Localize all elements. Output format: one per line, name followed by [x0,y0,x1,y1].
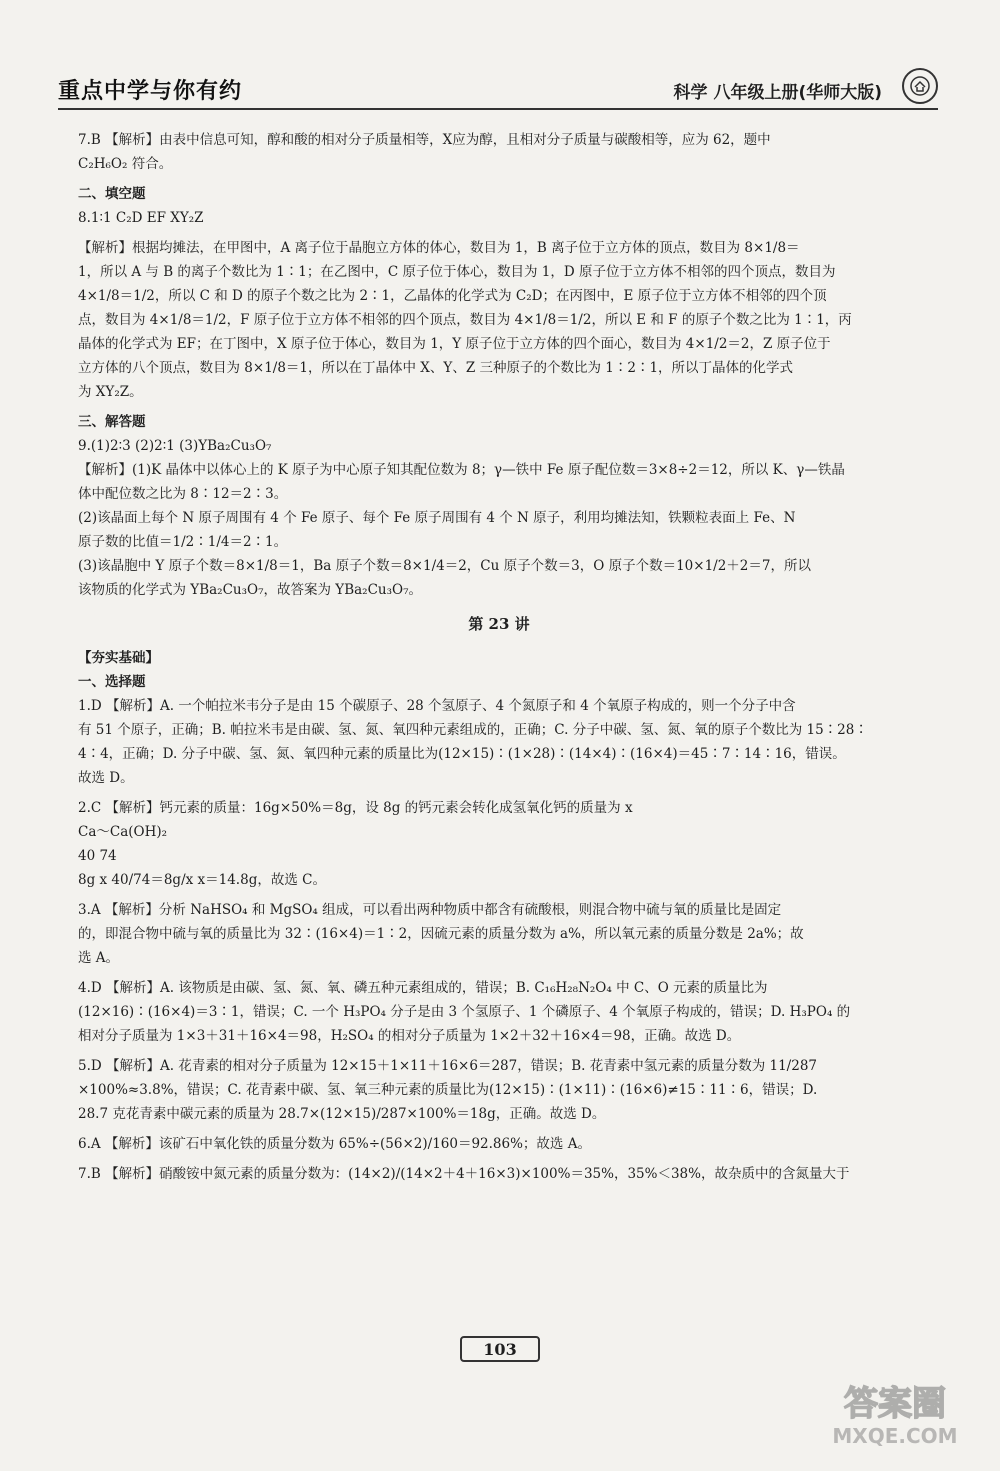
text-line: 原子数的比值＝1/2∶1/4＝2∶1。 [78,534,288,550]
text-line: 8.1∶1 C₂D EF XY₂Z [78,210,204,226]
text-line: Ca～Ca(OH)₂ [78,824,168,840]
text-line: 【解析】根据均摊法，在甲图中，A 离子位于晶胞立方体的体心，数目为 1，B 离子位于立方体的顶点，数目为 8×1/8＝ [78,240,800,256]
text-line: 6.A 【解析】该矿石中氧化铁的质量分数为 65%÷(56×2)/160＝92.86%；故选 A。 [78,1136,591,1152]
text-line: C₂H₆O₂ 符合。 [78,156,173,172]
text-line: 1，所以 A 与 B 的离子个数比为 1∶1；在乙图中，C 原子位于体心，数目为 1，D 原子位于立方体不相邻的四个顶点，数目为 [78,264,836,280]
text-line: 立方体的八个顶点，数目为 8×1/8＝1，所以在丁晶体中 X、Y、Z 三种原子的个数比为 1∶2∶1，所以丁晶体的化学式 [78,360,794,376]
page-number: 103 [460,1336,540,1362]
header-rule [58,108,938,110]
text-line: 【解析】(1)K 晶体中以体心上的 K 原子为中心原子知其配位数为 8；γ—铁中 Fe 原子配位数＝3×8÷2＝12，所以 K、γ—铁晶 [78,462,845,478]
text-line: (3)该晶胞中 Y 原子个数＝8×1/8＝1，Ba 原子个数＝8×1/4＝2，Cu 原子个数＝3，O 原子个数＝10×1/2＋2＝7，所以 [78,558,811,574]
section-heading: 【夯实基础】 [78,650,159,666]
section-heading: 三、解答题 [78,414,146,430]
text-line: ×100%≈3.8%，错误；C. 花青素中碳、氢、氧三种元素的质量比为(12×15)∶(1×11)∶(16×6)≠15∶11∶6，错误；D. [78,1082,818,1098]
text-line: 3.A 【解析】分析 NaHSO₄ 和 MgSO₄ 组成，可以看出两种物质中都含有硫酸根，则混合物中硫与氧的质量比是固定 [78,902,782,918]
text-line: 体中配位数之比为 8∶12＝2∶3。 [78,486,288,502]
answer-content [78,128,920,1186]
text-line: 28.7 克花青素中碳元素的质量为 28.7×(12×15)/287×100%＝18g，正确。故选 D。 [78,1106,606,1122]
text-line: 7.B 【解析】硝酸铵中氮元素的质量分数为：(14×2)/(14×2＋4＋16×3)×100%＝35%，35%＜38%，故杂质中的含氮量大于 [78,1166,850,1182]
subject-title: 科学 八年级上册(华师大版) [673,83,882,103]
text-line: 9.(1)2∶3 (2)2∶1 (3)YBa₂Cu₃O₇ [78,438,272,454]
text-line: 2.C 【解析】钙元素的质量：16g×50%＝8g，设 8g 的钙元素会转化成氢氧化钙的质量为 x [78,800,633,816]
text-line: 5.D 【解析】A. 花青素的相对分子质量为 12×15＋1×11＋16×6＝287，错误；B. 花青素中氢元素的质量分数为 11/287 [78,1058,817,1074]
text-line: 相对分子质量为 1×3＋31＋16×4＝98，H₂SO₄ 的相对分子质量为 1×2＋32＋16×4＝98，正确。故选 D。 [78,1028,741,1044]
text-line: (12×16)∶(16×4)＝3∶1，错误；C. 一个 H₃PO₄ 分子是由 3 个氢原子、1 个磷原子、4 个氧原子构成的，错误；D. H₃PO₄ 的 [78,1004,851,1020]
watermark-text: 答案圈 [844,1384,946,1424]
text-line: 7.B 【解析】由表中信息可知，醇和酸的相对分子质量相等，X应为醇，且相对分子质量与碳酸相等，应为 62，题中 [78,132,771,148]
text-line: 晶体的化学式为 EF；在丁图中，X 原子位于体心，数目为 1，Y 原子位于立方体的四个面心，数目为 4×1/2＝2，Z 原子位于 [78,336,831,352]
school-logo-icon [902,68,938,104]
text-line: 为 XY₂Z。 [78,384,143,400]
text-line: 4×1/8＝1/2，所以 C 和 D 的原子个数之比为 2∶1，乙晶体的化学式为 C₂D；在丙图中，E 原子位于立方体不相邻的四个顶 [78,288,827,304]
brand-title: 重点中学与你有约 [58,79,243,104]
watermark-url: MXQE.COM [832,1424,958,1448]
section-heading: 一、选择题 [78,674,146,690]
text-line: 有 51 个原子，正确；B. 帕拉米韦是由碳、氢、氮、氧四种元素组成的，正确；C. 分子中碳、氢、氮、氧的原子个数比为 15∶28∶ [78,722,868,738]
text-line: 的，即混合物中硫与氧的质量比为 32∶(16×4)＝1∶2，因硫元素的质量分数为 a%，所以氧元素的质量分数是 2a%；故 [78,926,804,942]
text-line: 1.D 【解析】A. 一个帕拉米韦分子是由 15 个碳原子、28 个氢原子、4 个氮原子和 4 个氧原子构成的，则一个分子中含 [78,698,796,714]
section-heading: 二、填空题 [78,186,146,202]
text-line: (2)该晶面上每个 N 原子周围有 4 个 Fe 原子、每个 Fe 原子周围有 4 个 N 原子，利用均摊法知，铁颗粒表面上 Fe、N [78,510,796,526]
lecture-title: 第 23 讲 [468,615,530,633]
text-line: 4.D 【解析】A. 该物质是由碳、氢、氮、氧、磷五种元素组成的，错误；B. C₁₆H₂₈N₂O₄ 中 C、O 元素的质量比为 [78,980,768,996]
watermark-logo [810,1377,980,1449]
text-line: 点，数目为 4×1/8＝1/2，F 原子位于立方体不相邻的四个顶点，数目为 4×1/8＝1/2，所以 E 和 F 的原子个数之比为 1∶1，丙 [78,312,852,328]
text-line: 选 A。 [78,950,120,966]
text-line: 故选 D。 [78,770,134,786]
page-header [58,68,938,110]
text-line: 该物质的化学式为 YBa₂Cu₃O₇，故答案为 YBa₂Cu₃O₇。 [78,582,422,598]
text-line: 40 74 [78,848,117,864]
text-line: 4∶4，正确；D. 分子中碳、氢、氮、氧四种元素的质量比为(12×15)∶(1×28)∶(14×4)∶(16×4)＝45∶7∶14∶16，错误。 [78,746,846,762]
text-line: 8g x 40/74＝8g/x x＝14.8g，故选 C。 [78,872,326,888]
